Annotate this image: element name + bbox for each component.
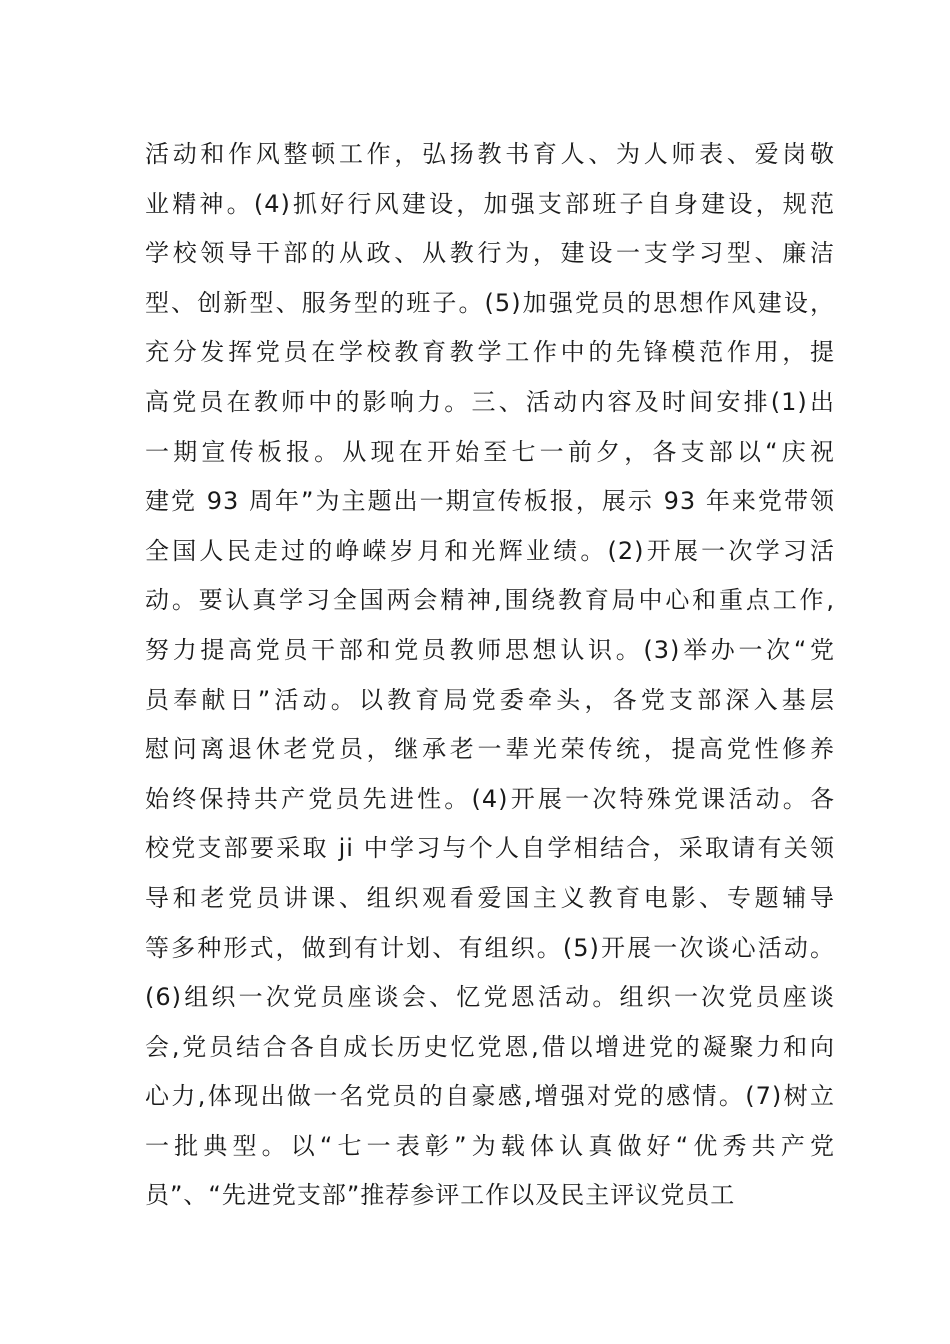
text-line: 慰问离退休老党员，继承老一辈光荣传统，提高党性修养 xyxy=(145,735,835,764)
text-line: 一批典型。以“七一表彰”为载体认真做好“优秀共产党 xyxy=(145,1131,835,1160)
text-line: 型、创新型、服务型的班子。(5)加强党员的思想作风建设， xyxy=(145,288,835,317)
text-line: 学校领导干部的从政、从教行为，建设一支学习型、廉洁 xyxy=(145,239,835,268)
text-line: 员”、“先进党支部”推荐参评工作以及民主评议党员工 xyxy=(145,1181,736,1210)
text-line: 努力提高党员干部和党员教师思想认识。(3)举办一次“党 xyxy=(145,635,835,664)
text-line: 会,党员结合各自成长历史忆党恩,借以增进党的凝聚力和向 xyxy=(145,1032,835,1061)
text-line: 导和老党员讲课、组织观看爱国主义教育电影、专题辅导 xyxy=(145,883,835,912)
text-line: 高党员在教师中的影响力。三、活动内容及时间安排(1)出 xyxy=(145,387,835,416)
text-line: 始终保持共产党员先进性。(4)开展一次特殊党课活动。各 xyxy=(145,784,835,813)
text-line: 校党支部要采取 ji 中学习与个人自学相结合，采取请有关领 xyxy=(145,834,835,863)
body-text xyxy=(145,130,835,1221)
text-line: 充分发挥党员在学校教育教学工作中的先锋模范作用，提 xyxy=(145,338,835,367)
text-line: 活动和作风整顿工作，弘扬教书育人、为人师表、爱岗敬 xyxy=(145,140,835,168)
text-line: 等多种形式，做到有计划、有组织。(5)开展一次谈心活动。 xyxy=(145,933,835,962)
text-line: 心力,体现出做一名党员的自豪感,增强对党的感情。(7)树立 xyxy=(145,1082,835,1111)
text-line: 全国人民走过的峥嵘岁月和光辉业绩。(2)开展一次学习活 xyxy=(145,536,835,565)
text-line: 一期宣传板报。从现在开始至七一前夕，各支部以“庆祝 xyxy=(145,437,835,466)
text-line: (6)组织一次党员座谈会、忆党恩活动。组织一次党员座谈 xyxy=(145,983,835,1012)
text-line: 动。要认真学习全国两会精神,围绕教育局中心和重点工作, xyxy=(145,586,835,615)
text-line: 员奉献日”活动。以教育局党委牵头，各党支部深入基层 xyxy=(145,685,835,714)
text-line: 建党 93 周年”为主题出一期宣传板报，展示 93 年来党带领 xyxy=(145,487,835,516)
text-line: 业精神。(4)抓好行风建设，加强支部班子自身建设，规范 xyxy=(145,189,835,218)
